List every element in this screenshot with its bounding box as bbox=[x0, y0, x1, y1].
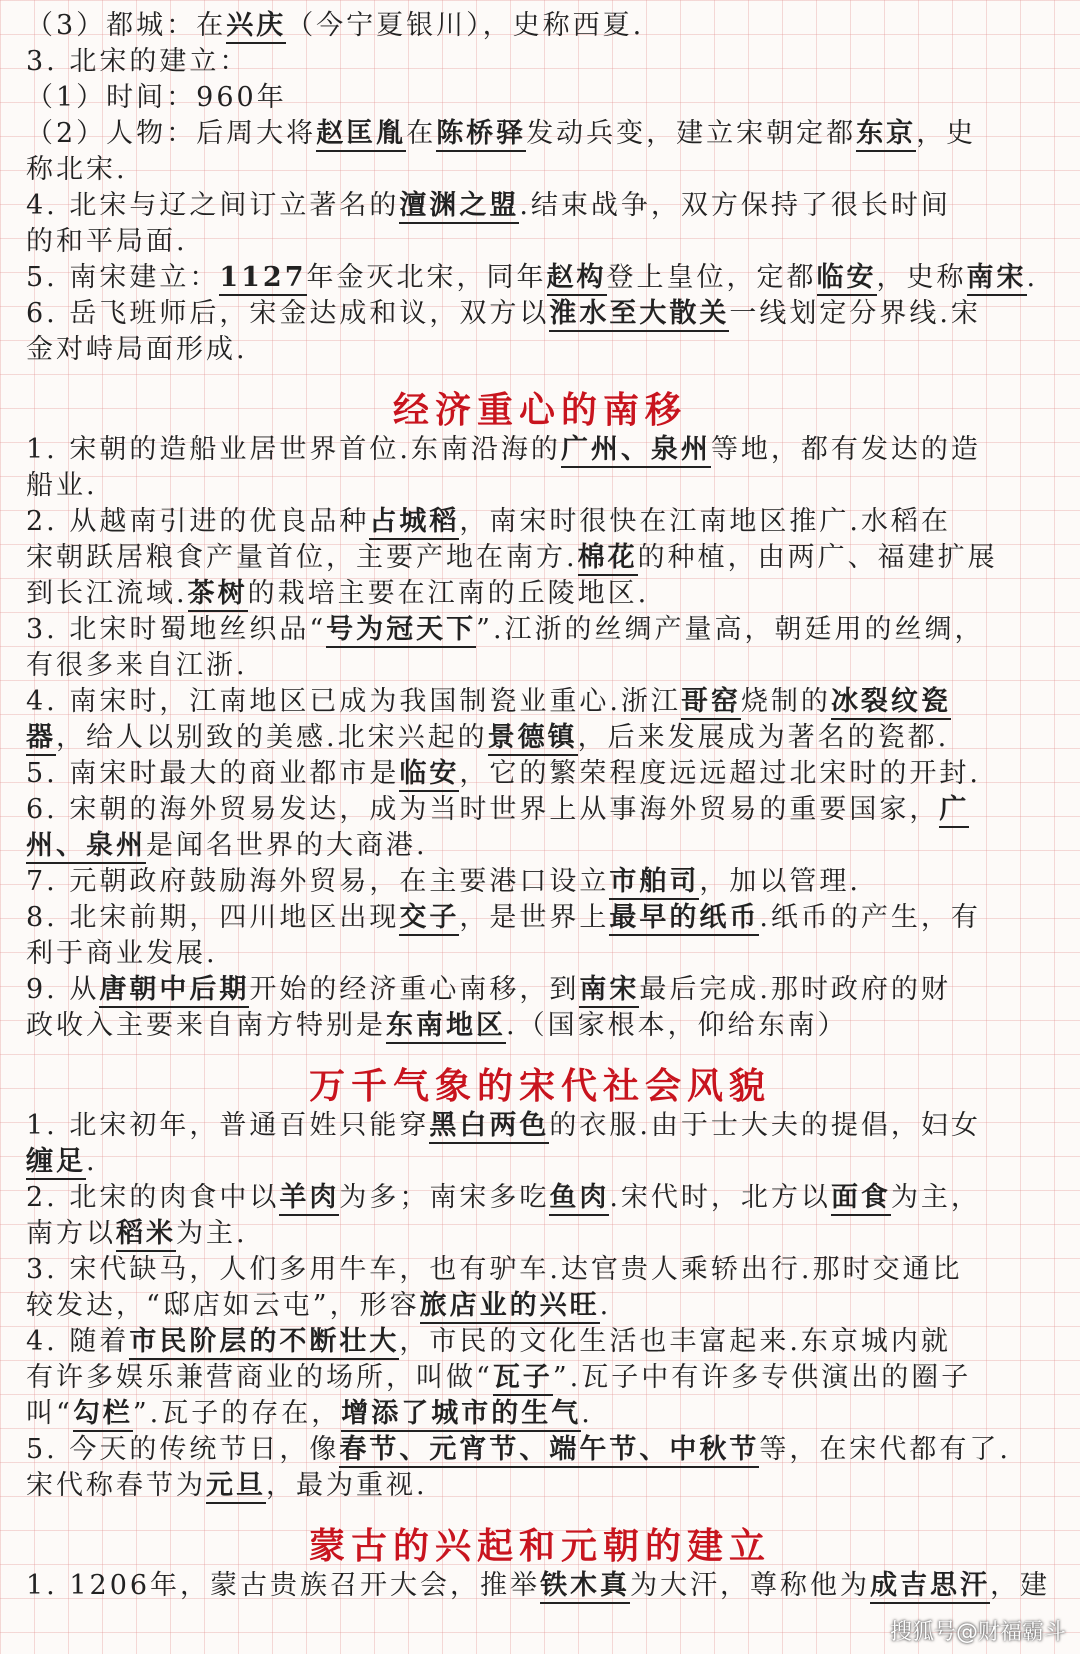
key-term: 元旦 bbox=[206, 1470, 266, 1504]
note-text: ，史称 bbox=[876, 262, 967, 293]
note-text: .（国家根本，仰给东南） bbox=[506, 1010, 848, 1041]
key-term: 旅店业的兴旺 bbox=[420, 1290, 600, 1324]
note-text: ，加以管理. bbox=[699, 866, 861, 897]
note-line bbox=[0, 540, 1080, 576]
note-text: 开始的经济重心南移，到 bbox=[249, 974, 580, 1005]
note-text: 宋代称春节为 bbox=[26, 1470, 206, 1501]
key-term: 冰裂纹瓷 bbox=[831, 686, 951, 720]
note-text: （2）人物：后周大将 bbox=[26, 118, 317, 149]
note-text: 等，在宋代都有了. bbox=[759, 1434, 1011, 1465]
note-line bbox=[0, 1180, 1080, 1216]
note-text: 1. 北宋初年，普通百姓只能穿 bbox=[26, 1110, 430, 1141]
note-line bbox=[0, 792, 1080, 828]
note-text: （今宁夏银川），史称西夏. bbox=[286, 10, 645, 41]
note-text: 利于商业发展. bbox=[26, 938, 218, 969]
note-line bbox=[0, 828, 1080, 864]
key-term: 州、泉州 bbox=[26, 830, 146, 864]
note-line bbox=[0, 1432, 1080, 1468]
key-term: 羊肉 bbox=[279, 1182, 339, 1216]
key-term: 兴庆 bbox=[226, 10, 286, 44]
note-line bbox=[0, 648, 1080, 684]
key-term: 黑白两色 bbox=[429, 1110, 549, 1144]
note-text: 6. 岳飞班师后，宋金达成和议，双方以 bbox=[26, 298, 550, 329]
note-line bbox=[0, 116, 1080, 152]
note-text: 到长江流域. bbox=[26, 578, 188, 609]
key-term: 1127 bbox=[219, 262, 306, 296]
note-line bbox=[0, 44, 1080, 80]
key-term: 最早的纸币 bbox=[609, 902, 759, 936]
key-term: 增添了城市的生气 bbox=[341, 1398, 581, 1432]
note-line bbox=[0, 1568, 1080, 1604]
note-text: 为多；南宋多吃 bbox=[339, 1182, 550, 1213]
note-text: 最后完成.那时政府的财 bbox=[639, 974, 951, 1005]
society-title: 万千气象的宋代社会风貌 bbox=[308, 1065, 771, 1107]
note-text: 1. 宋朝的造船业居世界首位.东南沿海的 bbox=[26, 434, 561, 465]
note-text: 1. 1206年，蒙古贵族召开大会，推举 bbox=[26, 1570, 541, 1601]
note-text: . bbox=[1026, 262, 1039, 293]
note-text: 宋朝跃居粮食产量首位，主要产地在南方. bbox=[26, 542, 578, 573]
note-line bbox=[0, 612, 1080, 648]
key-term: 唐朝中后期 bbox=[99, 974, 249, 1008]
note-text: 称北宋. bbox=[26, 154, 128, 185]
note-line bbox=[0, 720, 1080, 756]
key-term: 交子 bbox=[399, 902, 459, 936]
note-text: 2. 从越南引进的优良品种 bbox=[26, 506, 370, 537]
economy-title: 经济重心的南移 bbox=[392, 389, 687, 431]
note-line bbox=[0, 296, 1080, 332]
note-text: . bbox=[581, 1398, 593, 1429]
key-term: 瓦子 bbox=[493, 1362, 553, 1396]
note-text: ，南宋时很快在江南地区推广.水稻在 bbox=[459, 506, 951, 537]
key-term: 市民阶层的不断壮大 bbox=[129, 1326, 399, 1360]
note-text: .结束战争，双方保持了很长时间 bbox=[519, 190, 951, 221]
key-term: 临安 bbox=[817, 262, 877, 296]
note-text: 是闻名世界的大商港. bbox=[146, 830, 428, 861]
note-text: ，是世界上 bbox=[459, 902, 610, 933]
note-text: 叫“ bbox=[26, 1398, 73, 1429]
note-line bbox=[0, 1324, 1080, 1360]
note-text: 船业. bbox=[26, 470, 98, 501]
note-text: 一线划定分界线.宋 bbox=[729, 298, 981, 329]
note-text: 南方以 bbox=[26, 1218, 116, 1249]
note-text: 5. 今天的传统节日，像 bbox=[26, 1434, 340, 1465]
note-text: 3. 宋代缺马，人们多用牛车，也有驴车.达官贵人乘轿出行.那时交通比 bbox=[26, 1254, 963, 1285]
key-term: 广 bbox=[939, 794, 969, 828]
note-line bbox=[0, 432, 1080, 468]
section-song-founding bbox=[0, 0, 1080, 368]
mongol-title: 蒙古的兴起和元朝的建立 bbox=[308, 1525, 771, 1567]
key-term: 澶渊之盟 bbox=[399, 190, 519, 224]
note-line bbox=[0, 972, 1080, 1008]
note-line bbox=[0, 1216, 1080, 1252]
note-text: 3. 北宋的建立： bbox=[26, 46, 250, 77]
note-text: 8. 北宋前期，四川地区出现 bbox=[26, 902, 400, 933]
note-text: 4. 北宋与辽之间订立著名的 bbox=[26, 190, 400, 221]
key-term: 面食 bbox=[831, 1182, 891, 1216]
key-term: 器 bbox=[26, 722, 56, 756]
section-economy bbox=[0, 388, 1080, 1044]
note-line bbox=[0, 1008, 1080, 1044]
note-text: ，市民的文化生活也丰富起来.东京城内就 bbox=[399, 1326, 951, 1357]
note-line bbox=[0, 1468, 1080, 1504]
note-text: 为大汗，尊称他为 bbox=[630, 1570, 871, 1601]
key-term: 南宋 bbox=[579, 974, 639, 1008]
note-text: 政收入主要来自南方特别是 bbox=[26, 1010, 386, 1041]
note-line bbox=[0, 1396, 1080, 1432]
note-text: 等地，都有发达的造 bbox=[710, 434, 981, 465]
note-text: 登上皇位，定都 bbox=[606, 262, 817, 293]
note-text: . bbox=[599, 1290, 612, 1321]
section-society bbox=[0, 1064, 1080, 1504]
key-term: 鱼肉 bbox=[549, 1182, 609, 1216]
key-term: 陈桥驿 bbox=[436, 118, 526, 152]
note-text: ，它的繁荣程度远远超过北宋时的开封. bbox=[459, 758, 981, 789]
note-line bbox=[0, 684, 1080, 720]
note-text: （3）都城：在 bbox=[26, 10, 227, 41]
key-term: 勾栏 bbox=[73, 1398, 133, 1432]
watermark: 搜狐号@财福霸斗 bbox=[889, 1620, 1066, 1645]
note-line bbox=[0, 1360, 1080, 1396]
key-term: 稻米 bbox=[116, 1218, 176, 1252]
note-line bbox=[0, 1144, 1080, 1180]
note-text: 为主， bbox=[890, 1182, 981, 1213]
mongol-lines bbox=[0, 1568, 1080, 1604]
key-term: 广州、泉州 bbox=[561, 434, 711, 468]
key-term: 临安 bbox=[399, 758, 459, 792]
note-text: （1）时间：960年 bbox=[26, 82, 287, 113]
key-term: 占城稻 bbox=[369, 506, 459, 540]
note-line bbox=[0, 756, 1080, 792]
note-text: 的栽培主要在江南的丘陵地区. bbox=[247, 578, 650, 609]
note-text: 2. 北宋的肉食中以 bbox=[26, 1182, 280, 1213]
key-term: 棉花 bbox=[578, 542, 638, 576]
note-line bbox=[0, 152, 1080, 188]
note-text: . bbox=[86, 1146, 98, 1177]
note-text: ，史 bbox=[916, 118, 977, 149]
key-term: 东京 bbox=[856, 118, 916, 152]
note-text: ，后来发展成为著名的瓷都. bbox=[577, 722, 950, 753]
key-term: 茶树 bbox=[188, 578, 248, 612]
key-term: 东南地区 bbox=[386, 1010, 506, 1044]
note-text: 烧制的 bbox=[740, 686, 831, 717]
note-text: 5. 南宋时最大的商业都市是 bbox=[26, 758, 400, 789]
note-text: 有许多娱乐兼营商业的场所，叫做“ bbox=[26, 1362, 493, 1393]
key-term: 淮水至大散关 bbox=[549, 298, 729, 332]
key-term: 赵匡胤 bbox=[316, 118, 406, 152]
note-line bbox=[0, 576, 1080, 612]
note-line bbox=[0, 936, 1080, 972]
note-text: 年金灭北宋，同年 bbox=[306, 262, 547, 293]
note-text: ”.江浙的丝绸产量高，朝廷用的丝绸， bbox=[476, 614, 985, 645]
note-line bbox=[0, 260, 1080, 296]
key-term: 铁木真 bbox=[540, 1570, 630, 1604]
note-text: 较发达，“邸店如云屯”，形容 bbox=[26, 1290, 420, 1321]
note-line bbox=[0, 504, 1080, 540]
note-text: 在 bbox=[406, 118, 437, 149]
key-term: 南宋 bbox=[967, 262, 1027, 296]
note-text: 金对峙局面形成. bbox=[26, 334, 248, 365]
note-text: 4. 南宋时，江南地区已成为我国制瓷业重心.浙江 bbox=[26, 686, 681, 717]
note-text: .宋代时，北方以 bbox=[609, 1182, 831, 1213]
note-line bbox=[0, 1252, 1080, 1288]
note-line bbox=[0, 8, 1080, 44]
note-text: ”.瓦子中有许多专供演出的圈子 bbox=[552, 1362, 972, 1393]
note-line bbox=[0, 224, 1080, 260]
note-text: .纸币的产生，有 bbox=[759, 902, 981, 933]
key-term: 春节、元宵节、端午节、中秋节 bbox=[339, 1434, 759, 1468]
note-text: 为主. bbox=[176, 1218, 248, 1249]
key-term: 赵构 bbox=[547, 262, 607, 296]
note-line bbox=[0, 80, 1080, 116]
note-text: 5. 南宋建立： bbox=[26, 262, 220, 293]
economy-lines bbox=[0, 432, 1080, 1044]
note-line bbox=[0, 468, 1080, 504]
note-text: 3. 北宋时蜀地丝织品“ bbox=[26, 614, 327, 645]
society-lines bbox=[0, 1108, 1080, 1504]
note-text: 发动兵变，建立宋朝定都 bbox=[526, 118, 857, 149]
note-text: ”.瓦子的存在， bbox=[132, 1398, 342, 1429]
note-text: 有很多来自江浙. bbox=[26, 650, 248, 681]
note-text: 6. 宋朝的海外贸易发达，成为当时世界上从事海外贸易的重要国家， bbox=[26, 794, 940, 825]
note-line bbox=[0, 188, 1080, 224]
note-text: ，给人以别致的美感.北宋兴起的 bbox=[56, 722, 488, 753]
section-mongol bbox=[0, 1524, 1080, 1604]
note-text: ，最为重视. bbox=[266, 1470, 428, 1501]
key-term: 景德镇 bbox=[488, 722, 578, 756]
key-term: 缠足 bbox=[26, 1146, 86, 1180]
note-line bbox=[0, 864, 1080, 900]
key-term: 号为冠天下 bbox=[326, 614, 476, 648]
note-line bbox=[0, 332, 1080, 368]
key-term: 市舶司 bbox=[609, 866, 699, 900]
note-text: 7. 元朝政府鼓励海外贸易，在主要港口设立 bbox=[26, 866, 610, 897]
note-text: ，建 bbox=[990, 1570, 1051, 1601]
note-line bbox=[0, 1288, 1080, 1324]
note-text: 4. 随着 bbox=[26, 1326, 130, 1357]
key-term: 成吉思汗 bbox=[870, 1570, 990, 1604]
note-line bbox=[0, 900, 1080, 936]
key-term: 哥窑 bbox=[681, 686, 741, 720]
note-text: 的衣服.由于士大夫的提倡，妇女 bbox=[549, 1110, 981, 1141]
note-text: 的和平局面. bbox=[26, 226, 188, 257]
note-text: 9. 从 bbox=[26, 974, 100, 1005]
note-text: 的种植，由两广、福建扩展 bbox=[637, 542, 998, 573]
song-founding-lines bbox=[0, 8, 1080, 368]
note-line bbox=[0, 1108, 1080, 1144]
